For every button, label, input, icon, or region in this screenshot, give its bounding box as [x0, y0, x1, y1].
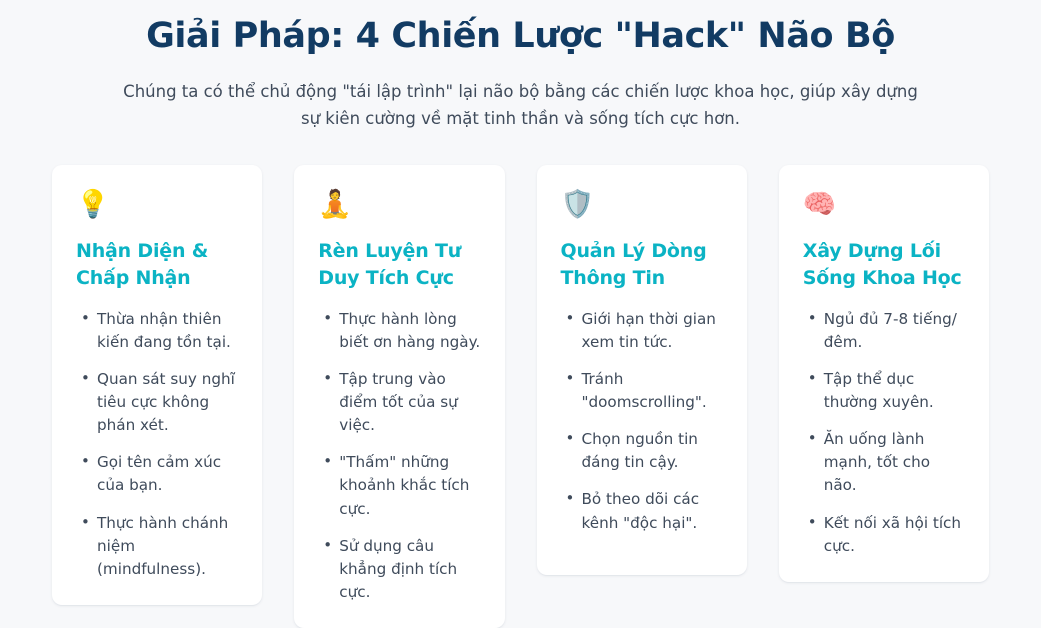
card-bullet-list	[318, 308, 480, 604]
list-item: • Giới hạn thời gian xem tin tức.	[561, 308, 723, 354]
list-item: • Tập trung vào điểm tốt của sự việc.	[318, 368, 480, 437]
list-item: • Tránh "doomscrolling".	[561, 368, 723, 414]
list-item: • Ăn uống lành mạnh, tốt cho não.	[803, 428, 965, 497]
list-item: • Thừa nhận thiên kiến đang tồn tại.	[76, 308, 238, 354]
list-item: • Quan sát suy nghĩ tiêu cực không phán xét.	[76, 368, 238, 437]
meditation-icon: 🧘	[318, 188, 352, 220]
list-item: • Gọi tên cảm xúc của bạn.	[76, 451, 238, 497]
strategy-card-4	[779, 165, 989, 582]
list-item: • Ngủ đủ 7-8 tiếng/đêm.	[803, 308, 965, 354]
strategy-cards	[0, 165, 1041, 628]
page-subtitle: Chúng ta có thể chủ động "tái lập trình" lại não bộ bằng các chiến lược khoa học, giúp xây dựng sự kiên cường về mặt tinh thần và sống tích cực hơn.	[123, 81, 918, 128]
list-item: • Tập thể dục thường xuyên.	[803, 368, 965, 414]
list-item: • Thực hành chánh niệm (mindfulness).	[76, 512, 238, 581]
list-item: • Bỏ theo dõi các kênh "độc hại".	[561, 488, 723, 534]
card-title: Xây Dựng Lối Sống Khoa Học	[802, 239, 962, 289]
card-title: Rèn Luyện Tư Duy Tích Cực	[318, 239, 462, 289]
list-item: • Kết nối xã hội tích cực.	[803, 512, 965, 558]
lightbulb-icon: 💡	[76, 188, 110, 220]
shield-icon: 🛡️	[560, 188, 595, 220]
list-item: • Sử dụng câu khẳng định tích cực.	[318, 535, 480, 604]
card-bullet-list	[561, 308, 723, 535]
card-title: Nhận Diện & Chấp Nhận	[76, 239, 209, 289]
list-item: • "Thấm" những khoảnh khắc tích cực.	[318, 451, 480, 520]
page-title: Giải Pháp: 4 Chiến Lược "Hack" Não Bộ	[146, 16, 895, 56]
strategy-card-1	[52, 165, 262, 605]
list-item: • Thực hành lòng biết ơn hàng ngày.	[318, 308, 480, 354]
header	[0, 0, 1041, 132]
card-title: Quản Lý Dòng Thông Tin	[560, 239, 707, 289]
strategy-card-2	[294, 165, 504, 628]
card-bullet-list	[76, 308, 238, 581]
list-item: • Chọn nguồn tin đáng tin cậy.	[561, 428, 723, 474]
card-bullet-list	[803, 308, 965, 558]
brain-icon: 🧠	[802, 188, 837, 220]
strategy-card-3	[537, 165, 747, 575]
